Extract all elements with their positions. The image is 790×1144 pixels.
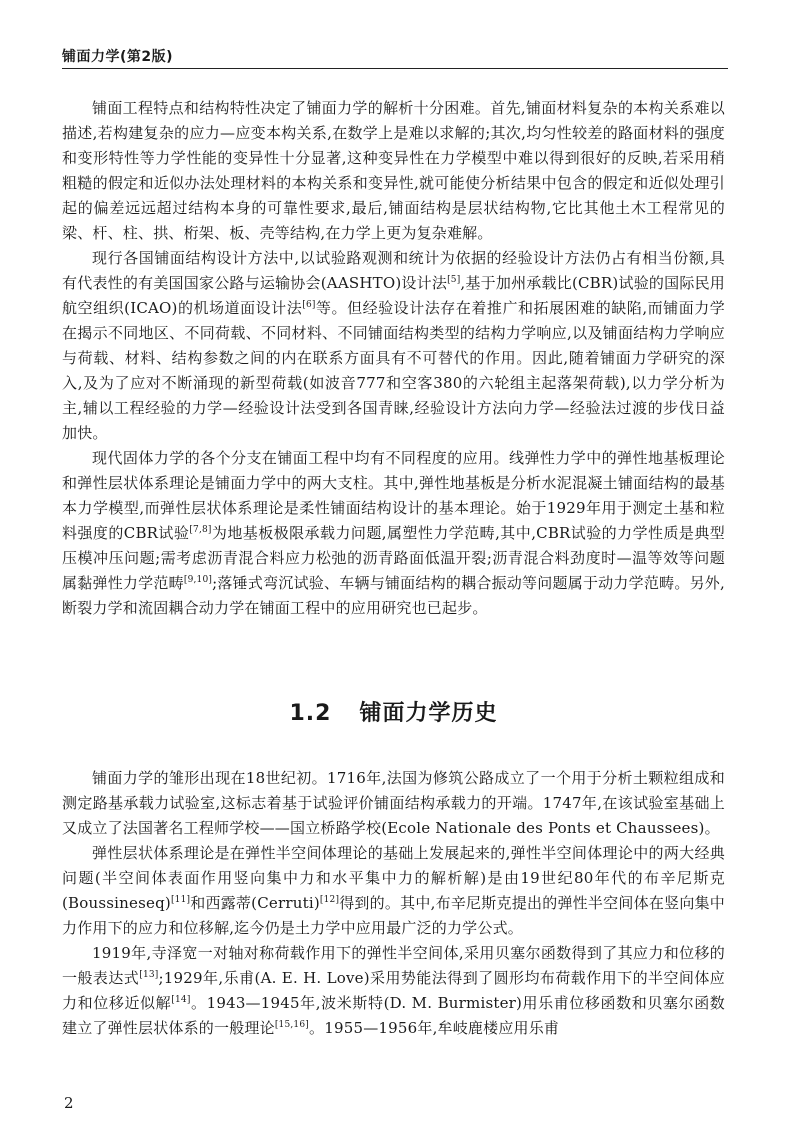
- citation-ref: [15,16]: [274, 1020, 310, 1030]
- text-run: 为地基板极限承载力问题,属塑性力学范畴,其中,CBR试验的力学性质是典型压模冲压问题;需考虑沥青混合料应力松弛的沥青路面低温开裂;沥青混合料劲度时—温等效等问题属黏弹性力学范畴: [62, 524, 725, 592]
- text-run: 铺面工程特点和结构特性决定了铺面力学的解析十分困难。首先,铺面材料复杂的本构关系难以描述,若构建复杂的应力—应变本构关系,在数学上是难以求解的;其次,均匀性较差的路面材料的强度和变形特性等力学性能的变异性十分显著,这种变异性在力学模型中难以得到很好的反映,若采用稍粗糙的假定和近似办法处理材料的本构关系和变异性,就可能使分析结果中包含的假定和近似处理引起的偏差远远超过结构本身的可靠性要求,最后,铺面结构是层状结构物,它比其他土木工程常见的梁、杆、柱、拱、桁架、板、壳等结构,在力学上更为复杂难解。: [62, 99, 725, 242]
- body-text-top: [62, 96, 725, 621]
- text-run: 现代固体力学的各个分支在铺面工程中均有不同程度的应用。线弹性力学中的弹性地基板理论和弹性层状体系理论是铺面力学中的两大支柱。其中,弹性地基板是分析水泥混凝土铺面结构的最基本力学模型,而弹性层状体系理论是柔性铺面结构设计的基本理论。始于1929年用于测定土基和粒料强度的CBR试验: [62, 449, 725, 542]
- paragraph: [62, 446, 725, 621]
- citation-ref: [12]: [319, 895, 340, 905]
- citation-ref: [5]: [447, 275, 461, 285]
- citation-ref: [14]: [171, 995, 191, 1005]
- text-run: ;1929年,乐甫(A. E. H. Love)采用势能法得到了圆形均布荷载作用下的半空间体应力和位移近似解: [62, 969, 725, 1012]
- paragraph: [62, 96, 725, 246]
- running-header: [62, 44, 728, 69]
- paragraph: [62, 766, 725, 841]
- citation-ref: [11]: [170, 895, 191, 905]
- text-run: 1919年,寺泽宽一对轴对称荷载作用下的弹性半空间体,采用贝塞尔函数得到了其应力和位移的一般表达式: [62, 944, 725, 987]
- paragraph: [62, 841, 725, 941]
- text-run: 现行各国铺面结构设计方法中,以试验路观测和统计为依据的经验设计方法仍占有相当份额,具有代表性的有美国国家公路与运输协会(AASHTO)设计法: [62, 249, 725, 292]
- paragraph: [62, 246, 725, 446]
- text-run: ;落锤式弯沉试验、车辆与铺面结构的耦合振动等问题属于动力学范畴。另外,断裂力学和流固耦合动力学在铺面工程中的应用研究也已起步。: [62, 574, 726, 617]
- header-title: 铺面力学(第2版): [62, 49, 174, 65]
- text-run: 等。但经验设计法存在着推广和拓展困难的缺陷,而铺面力学在揭示不同地区、不同荷载、不同材料、不同铺面结构类型的结构力学响应,以及铺面结构力学响应与荷载、材料、结构参数之间的内在联系方面具有不可替代的作用。因此,随着铺面力学研究的深入,及为了应对不断涌现的新型荷载(如波音777和空客380的六轮组主起落架荷载),以力学分析为主,辅以工程经验的力学—经验设计法受到各国青睐,经验设计方法向力学—经验法过渡的步伐日益加快。: [62, 299, 726, 442]
- citation-ref: [9,10]: [183, 575, 213, 585]
- text-run: 。1955—1956年,牟岐鹿楼应用乐甫: [309, 1019, 560, 1037]
- text-run: 得到的。其中,布辛尼斯克提出的弹性半空间体在竖向集中力作用下的应力和位移解,迄今仍是土力学中应用最广泛的力学公式。: [62, 894, 725, 937]
- text-run: 。1943—1945年,波米斯特(D. M. Burmister)用乐甫位移函数和贝塞尔函数建立了弹性层状体系的一般理论: [62, 994, 726, 1037]
- section-heading: [62, 696, 725, 727]
- text-run: 弹性层状体系理论是在弹性半空间体理论的基础上发展起来的,弹性半空间体理论中的两大经典问题(半空间体表面作用竖向集中力和水平集中力的解析解)是由19世纪80年代的布辛尼斯克(Boussineseq): [62, 844, 725, 912]
- body-text-bottom: [62, 766, 725, 1041]
- page-number: 2: [64, 1094, 74, 1112]
- text-run: 和西露蒂(Cerruti): [190, 894, 320, 912]
- section-title: 铺面力学历史: [359, 701, 498, 726]
- citation-ref: [7,8]: [189, 525, 212, 535]
- paragraph: [62, 941, 725, 1041]
- text-run: ,基于加州承载比(CBR)试验的国际民用航空组织(ICAO)的机场道面设计法: [62, 274, 725, 317]
- citation-ref: [13]: [139, 970, 159, 980]
- text-run: 铺面力学的雏形出现在18世纪初。1716年,法国为修筑公路成立了一个用于分析土颗粒组成和测定路基承载力试验室,这标志着基于试验评价铺面结构承载力的开端。1747年,在该试验室基础上又成立了法国著名工程师学校——国立桥路学校(Ecole Nationale des Ponts et Chaussees)。: [62, 769, 725, 837]
- section-number: 1.2: [289, 701, 332, 726]
- citation-ref: [6]: [302, 300, 316, 310]
